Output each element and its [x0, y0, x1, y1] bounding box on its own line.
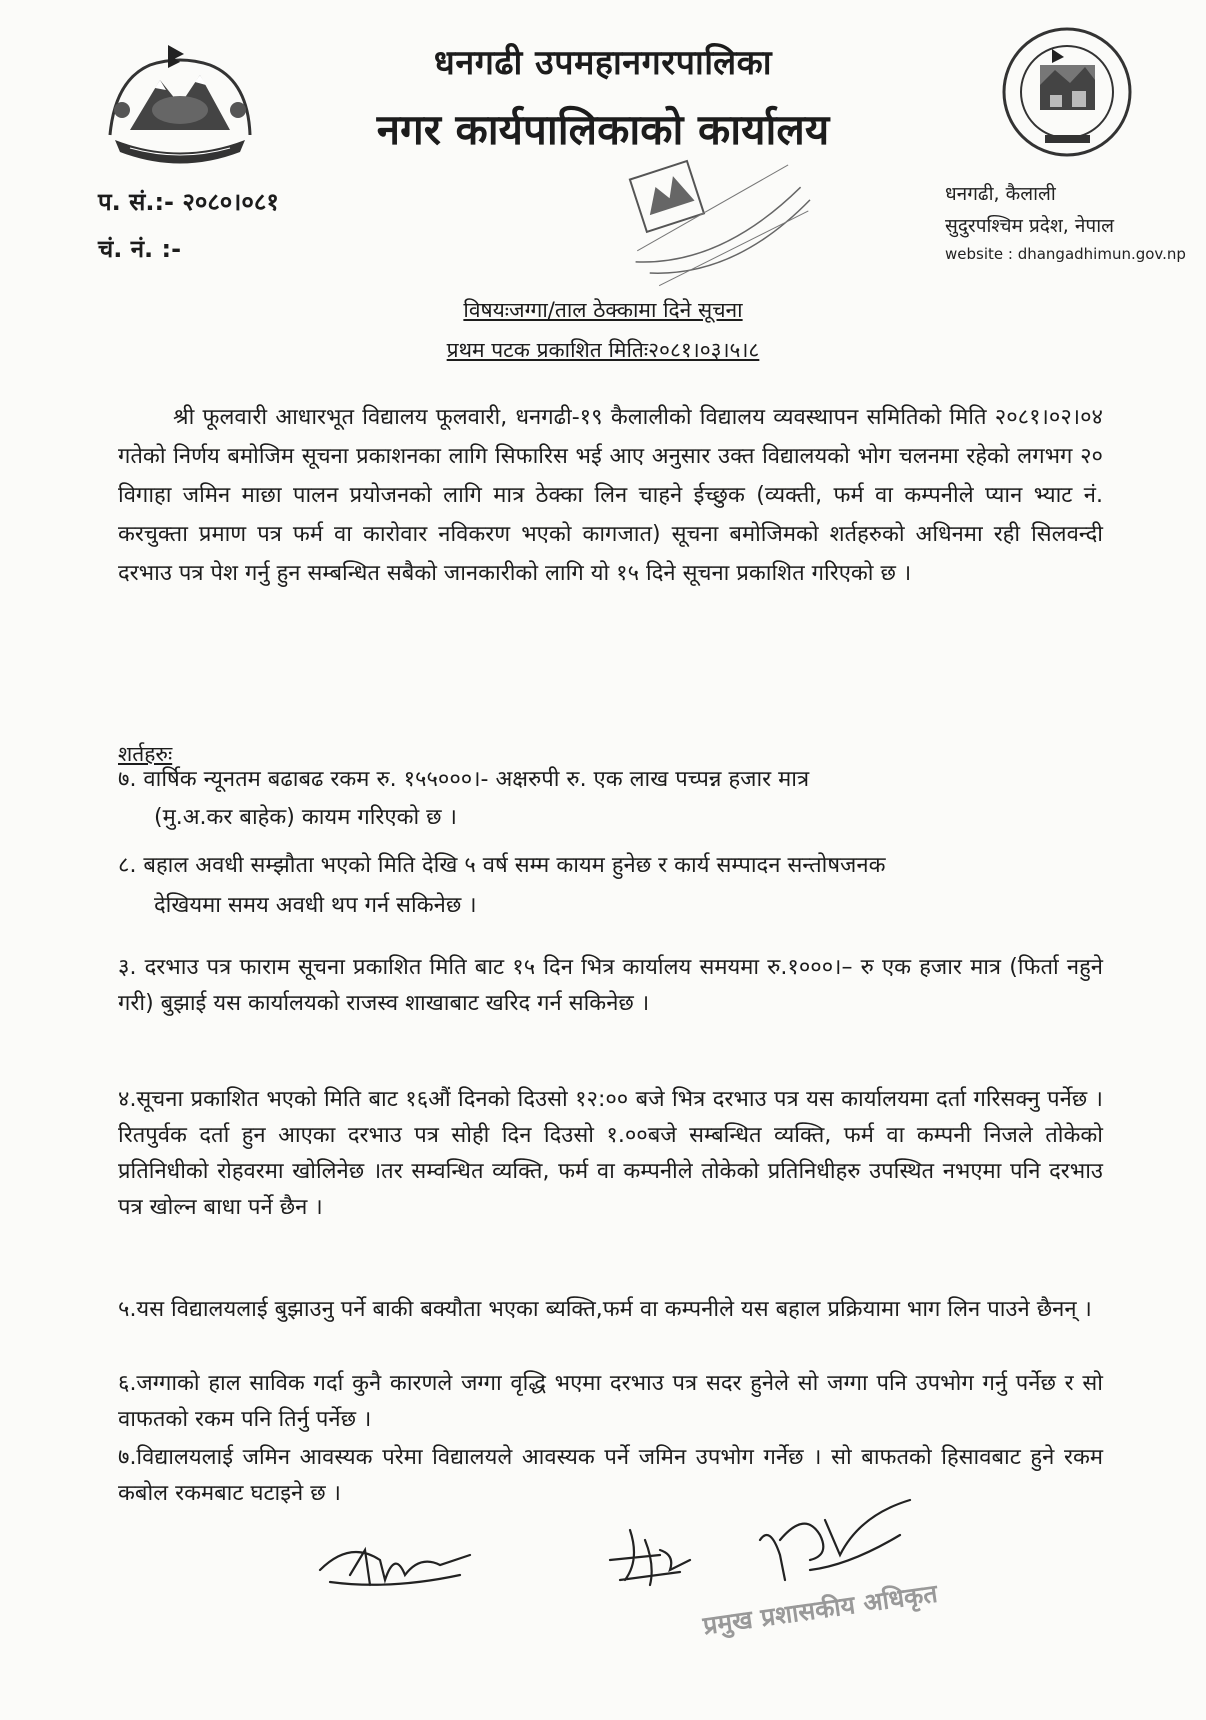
address-line-1: धनगढी, कैलाली	[945, 183, 1056, 205]
conditions-heading: शर्तहरुः	[118, 742, 173, 766]
signatory-designation: प्रमुख प्रशासकीय अधिकृत	[701, 1578, 940, 1641]
address-line-2: सुदुरपश्चिम प्रदेश, नेपाल	[945, 215, 1114, 237]
condition-item: ६.जग्गाको हाल साविक गर्दा कुनै कारणले जग्गा वृद्धि भएमा दरभाउ पत्र सदर हुनेले सो जग्गा पनि उपभोग गर्नु पर्नेछ र सो वाफतको रकम पनि तिर्नु पर्नेछ ।	[118, 1371, 1103, 1432]
notice-paragraph: श्री फूलवारी आधारभूत विद्यालय फूलवारी, धनगढी-१९ कैलालीको विद्यालय व्यवस्थापन समितिको मिति २०८१।०२।०४ गतेको निर्णय बमोजिम सूचना प्रकाशनका लागि सिफारिस भई आए अनुसार उक्त विद्यालयको भोग चलनमा रहेको लगभग २० विगाहा जमिन माछा पालन प्रयोजनको लागि मात्र ठेक्का लिन चाहने ईच्छुक (व्यक्ती, फर्म वा कम्पनीले प्यान भ्याट नं. करचुक्ता प्रमाण पत्र फर्म वा कारोवार नविकरण भएको कागजात) सूचना बमोजिमको शर्तहरुको अधिनमा रही सिलवन्दी दरभाउ पत्र पेश गर्नु हुन सम्बन्धित सबैको जानकारीको लागि यो १५ दिने सूचना प्रकाशित गरिएको छ ।	[118, 405, 1103, 586]
publication-date: प्रथम पटक प्रकाशित मितिः२०८१।०३।५।८	[446, 338, 760, 362]
website: website : dhangadhimun.gov.np	[945, 245, 1186, 263]
condition-item: देखियमा समय अवधी थप गर्न सकिनेछ ।	[154, 893, 477, 918]
condition-item: (मु.अ.कर बाहेक) कायम गरिएको छ ।	[154, 805, 457, 830]
condition-item: ४.सूचना प्रकाशित भएको मिति बाट १६औं दिनको दिउसो १२:०० बजे भित्र दरभाउ पत्र यस कार्यालयमा दर्ता गरिसक्नु पर्नेछ ।रितपुर्वक दर्ता हुन आएका दरभाउ पत्र सोही दिन दिउसो १.००बजे सम्बन्धित व्यक्ति, फर्म वा कम्पनी निजले तोकेको प्रतिनिधीको रोहवरमा खोलिनेछ ।तर सम्वन्धित व्यक्ति, फर्म वा कम्पनीले तोकेको प्रतिनिधीहरु उपस्थित नभएमा पनि दरभाउ पत्र खोल्न बाधा पर्ने छैन ।	[118, 1087, 1103, 1220]
office-name: नगर कार्यपालिकाको कार्यालय	[376, 105, 830, 154]
condition-item: ७.विद्यालयलाई जमिन आवस्यक परेमा विद्यालयले आवस्यक पर्ने जमिन उपभोग गर्नेछ । सो बाफतको हिसावबाट हुने रकम कबोल रकमबाट घटाइने छ ।	[118, 1445, 1103, 1506]
notice-subject: विषयःजग्गा/ताल ठेक्कामा दिने सूचना	[463, 298, 743, 322]
condition-item: ३. दरभाउ पत्र फाराम सूचना प्रकाशित मिति बाट १५ दिन भित्र कार्यालय समयमा रु.१०००।– रु एक हजार मात्र (फिर्ता नहुने गरी) बुझाई यस कार्यालयको राजस्व शाखाबाट खरिद गर्न सकिनेछ ।	[118, 955, 1103, 1016]
condition-item: ५.यस विद्यालयलाई बुझाउनु पर्ने बाकी बक्यौता भएका ब्यक्ति,फर्म वा कम्पनीले यस बहाल प्रक्रियामा भाग लिन पाउने छैनन् ।	[118, 1297, 1092, 1322]
dispatch-number: चं. नं. :-	[98, 235, 182, 263]
municipality-name: धनगढी उपमहानगरपालिका	[433, 43, 773, 83]
signature-2	[600, 1510, 720, 1600]
signature-3	[750, 1495, 920, 1595]
reference-number: प. सं.:- २०८०।०८१	[98, 188, 279, 216]
condition-item: ८. बहाल अवधी सम्झौता भएको मिति देखि ५ वर्ष सम्म कायम हुनेछ र कार्य सम्पादन सन्तोषजनक	[118, 853, 886, 878]
condition-item: ७. वार्षिक न्यूनतम बढाबढ रकम रु. १५५०००।- अक्षरुपी रु. एक लाख पच्पन्न हजार मात्र	[118, 767, 810, 792]
office-stamp	[615, 135, 815, 295]
signature-1	[310, 1520, 480, 1600]
